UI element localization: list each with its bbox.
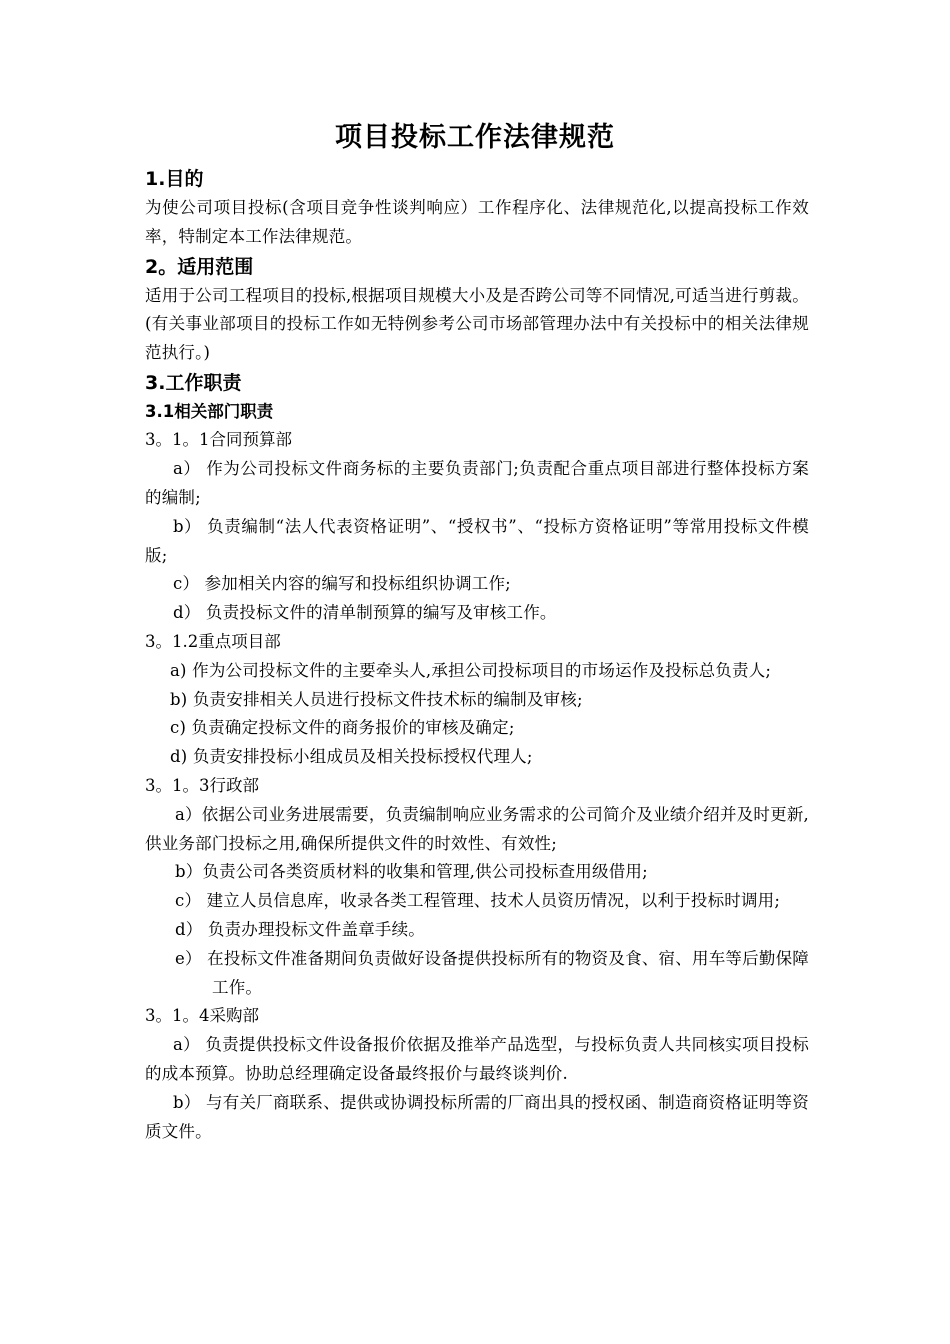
document-title: 项目投标工作法律规范 bbox=[335, 122, 615, 153]
dept-admin-heading: 3。1。3行政部 bbox=[145, 776, 259, 796]
dept-contract-budget-item-c: c） 参加相关内容的编写和投标组织协调工作; bbox=[173, 574, 511, 594]
dept-purchasing-item-a: a） 负责提供投标文件设备报价依据及推举产品选型，与投标负责人共同核实项目投标的成本预算。协助总经理确定设备最终报价与最终谈判价. bbox=[145, 1035, 809, 1084]
dept-purchasing-heading: 3。1。4采购部 bbox=[145, 1006, 259, 1026]
dept-admin-item-b: b）负责公司各类资质材料的收集和管理,供公司投标查用级借用; bbox=[175, 862, 648, 882]
dept-admin-item-c: c） 建立人员信息库，收录各类工程管理、技术人员资历情况，以利于投标时调用; bbox=[175, 891, 781, 911]
dept-purchasing-item-b: b） 与有关厂商联系、提供或协调投标所需的厂商出具的授权函、制造商资格证明等资质文件。 bbox=[145, 1092, 809, 1141]
dept-contract-budget-heading: 3。1。1合同预算部 bbox=[145, 430, 292, 450]
dept-contract-budget-item-d: d） 负责投标文件的清单制预算的编写及审核工作。 bbox=[173, 603, 557, 623]
dept-contract-budget-item-a: a） 作为公司投标文件商务标的主要负责部门;负责配合重点项目部进行整体投标方案的编制; bbox=[145, 459, 809, 508]
section-2-body: 适用于公司工程项目的投标,根据项目规模大小及是否跨公司等不同情况,可适当进行剪裁。(有关事业部项目的投标工作如无特例参考公司市场部管理办法中有关投标中的相关法律规范执行。) bbox=[145, 285, 809, 363]
dept-key-projects-item-c: c) 负责确定投标文件的商务报价的审核及确定; bbox=[170, 718, 515, 738]
dept-admin-item-d: d） 负责办理投标文件盖章手续。 bbox=[175, 920, 426, 940]
dept-key-projects-item-a: a) 作为公司投标文件的主要牵头人,承担公司投标项目的市场运作及投标总负责人; bbox=[170, 660, 772, 680]
dept-admin-item-e: e） 在投标文件准备期间负责做好设备提供投标所有的物资及食、宿、用车等后勤保障工作。 bbox=[175, 948, 809, 997]
dept-key-projects-item-b: b) 负责安排相关人员进行投标文件技术标的编制及审核; bbox=[170, 689, 583, 709]
dept-key-projects-heading: 3。1.2重点项目部 bbox=[145, 632, 281, 652]
dept-contract-budget-item-b: b） 负责编制“法人代表资格证明”、“授权书”、“投标方资格证明”等常用投标文件模版; bbox=[145, 516, 809, 565]
document-body bbox=[145, 164, 809, 1146]
dept-key-projects-item-d: d) 负责安排投标小组成员及相关投标授权代理人; bbox=[170, 747, 533, 767]
dept-admin-item-a: a）依据公司业务进展需要，负责编制响应业务需求的公司简介及业绩介绍并及时更新,供业务部门投标之用,确保所提供文件的时效性、有效性; bbox=[145, 804, 809, 853]
section-1-body: 为使公司项目投标(含项目竞争性谈判响应）工作程序化、法律规范化,以提高投标工作效率，特制定本工作法律规范。 bbox=[145, 198, 809, 246]
section-3-heading: 3.工作职责 bbox=[145, 371, 242, 394]
section-2-heading: 2。适用范围 bbox=[145, 255, 254, 278]
section-3-1-heading: 3.1相关部门职责 bbox=[145, 401, 274, 421]
section-1-heading: 1.目的 bbox=[145, 168, 204, 190]
